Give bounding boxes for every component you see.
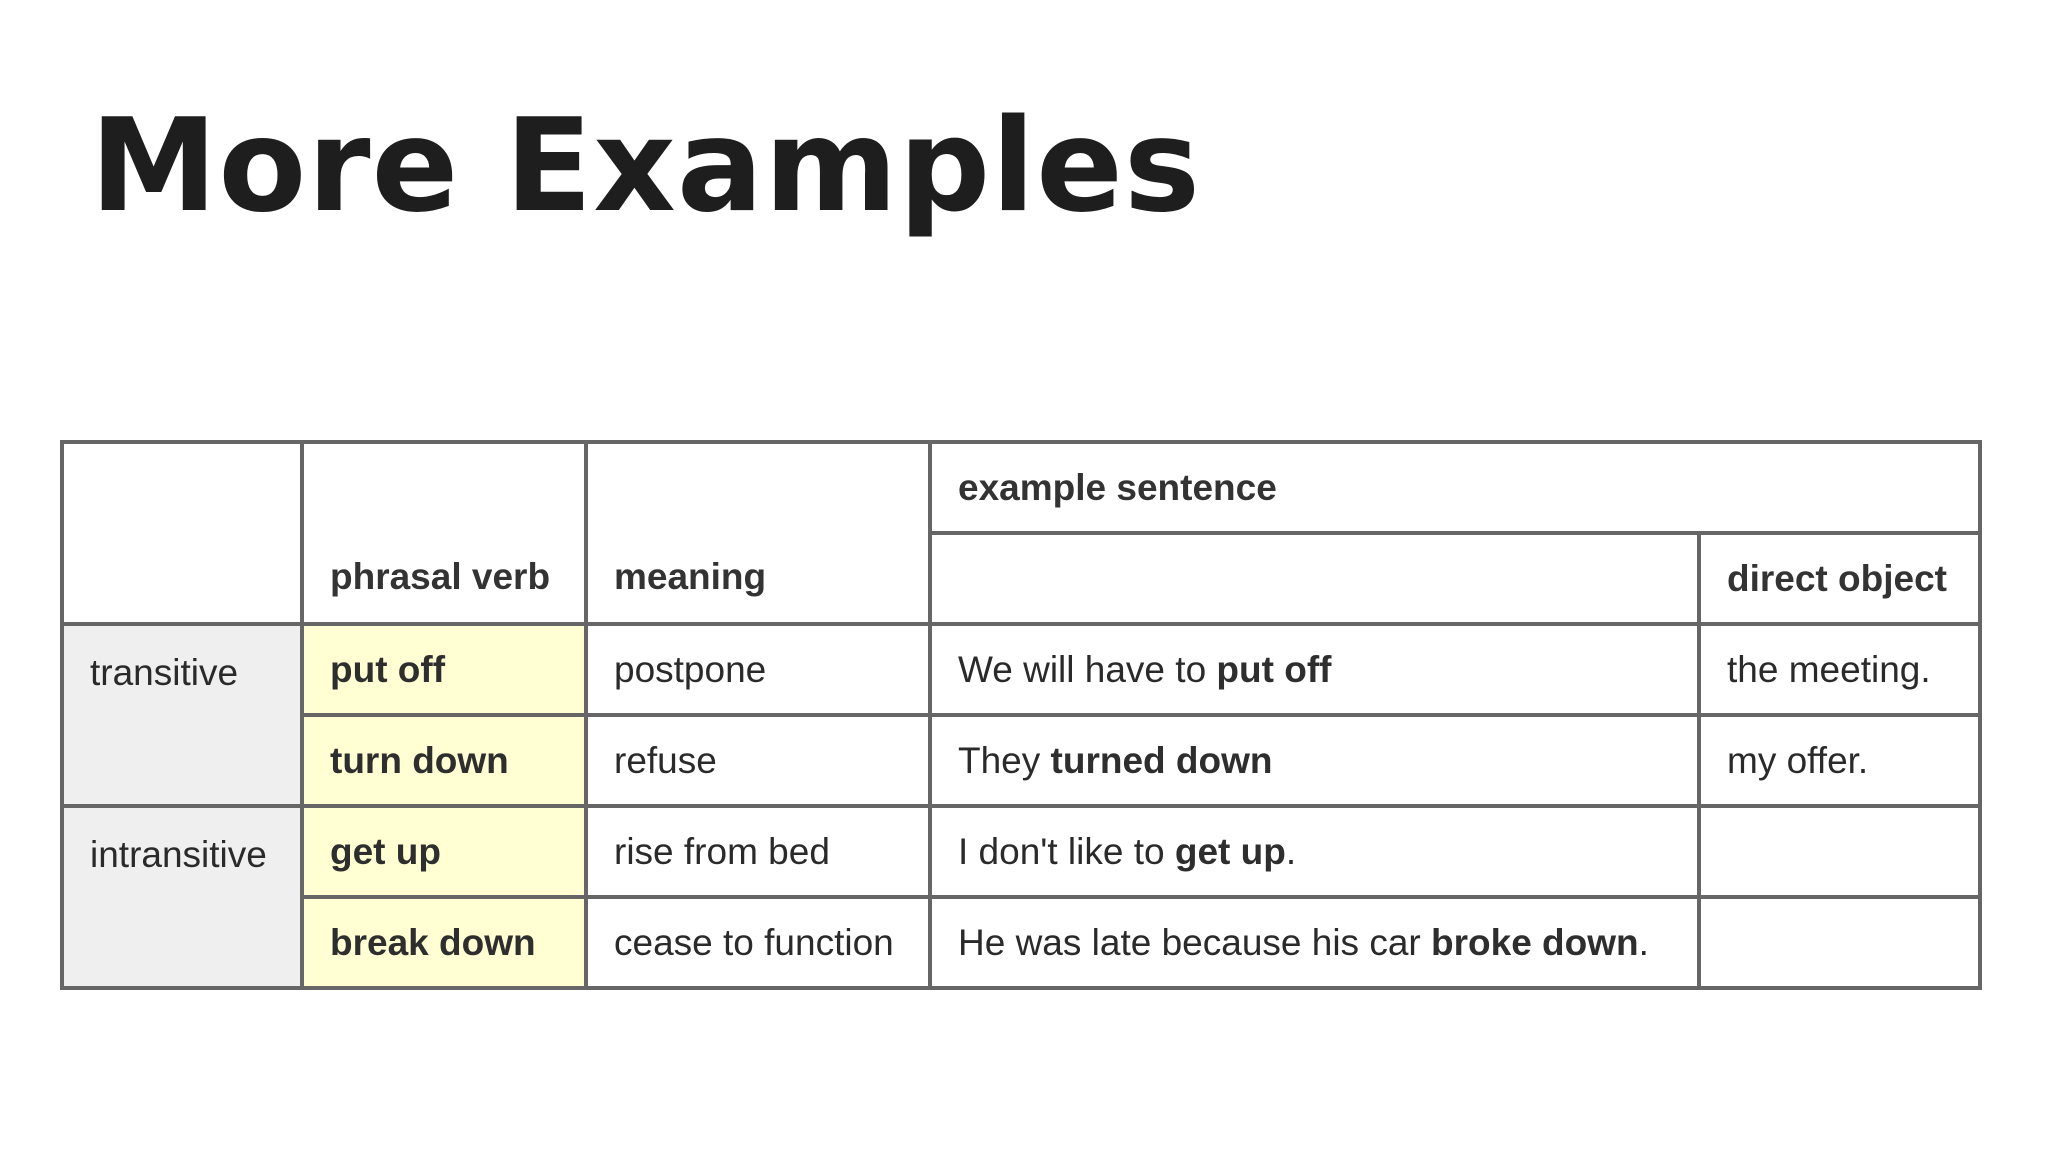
sentence-verb: turned down — [1050, 739, 1273, 781]
meaning-cell: postpone — [586, 624, 930, 715]
header-category-empty — [62, 442, 302, 624]
table-row — [62, 897, 1980, 988]
direct-object-cell: the meeting. — [1699, 624, 1980, 715]
direct-object-cell: my offer. — [1699, 715, 1980, 806]
sentence-cell — [930, 715, 1699, 806]
category-transitive: transitive — [62, 624, 302, 806]
sentence-cell — [930, 624, 1699, 715]
table-row — [62, 624, 1980, 715]
verb-cell: get up — [302, 806, 586, 897]
header-meaning: meaning — [586, 442, 930, 624]
sentence-cell — [930, 897, 1699, 988]
sentence-end: . — [1285, 830, 1297, 872]
meaning-cell: refuse — [586, 715, 930, 806]
table-row — [62, 806, 1980, 897]
slide-title: More Examples — [90, 92, 1202, 241]
sentence-end: . — [1638, 921, 1649, 963]
sentence-text: He was late because his car — [958, 921, 1432, 963]
sentence-text: We will have to — [958, 648, 1217, 690]
header-phrasal-verb: phrasal verb — [302, 442, 586, 624]
phrasal-verb-table — [60, 440, 1982, 990]
sentence-text: They — [958, 739, 1051, 781]
verb-cell: turn down — [302, 715, 586, 806]
header-sentence-empty — [930, 533, 1699, 624]
table-row — [62, 715, 1980, 806]
direct-object-cell — [1699, 806, 1980, 897]
meaning-cell: cease to function — [586, 897, 930, 988]
sentence-cell — [930, 806, 1699, 897]
phrasal-verb-table-container — [60, 440, 1982, 990]
meaning-cell: rise from bed — [586, 806, 930, 897]
sentence-verb: broke down — [1431, 921, 1639, 963]
verb-cell: put off — [302, 624, 586, 715]
sentence-verb: put off — [1216, 648, 1332, 690]
header-row-1 — [62, 442, 1980, 533]
sentence-text: I don't like to — [958, 830, 1175, 872]
sentence-verb: get up — [1174, 830, 1286, 872]
category-intransitive: intransitive — [62, 806, 302, 988]
header-direct-object: direct object — [1699, 533, 1980, 624]
direct-object-cell — [1699, 897, 1980, 988]
verb-cell: break down — [302, 897, 586, 988]
header-example-sentence: example sentence — [930, 442, 1980, 533]
